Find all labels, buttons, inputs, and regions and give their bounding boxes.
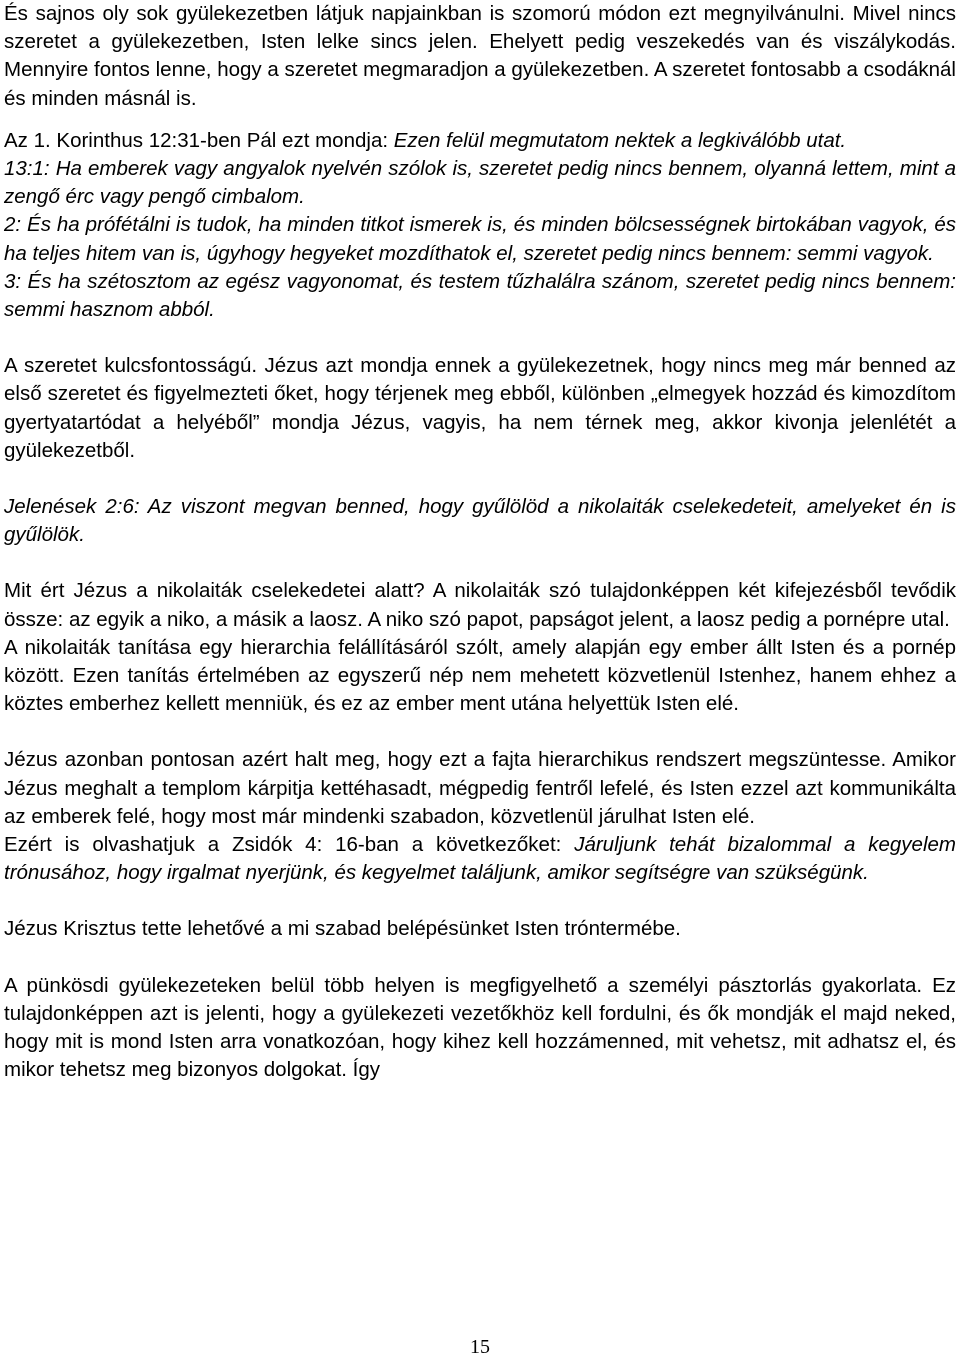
quote-hebrews-4-16: Járuljunk tehát bizalommal a kegyelem trónusához, hogy irgalmat nyerjünk, és kegyelmet találjunk, amikor segítségre van szükségünk. [4, 833, 956, 885]
spacer [4, 887, 956, 915]
paragraph-intro: És sajnos oly sok gyülekezetben látjuk napjainkban is szomorú módon ezt megnyilvánulni. Mivel nincs szeretet a gyülekezetben, Isten lelke sincs jelen. Ehelyett pedig veszekedés van és viszálykodás. Mennyire fontos lenne, hogy a szeretet megmaradjon a gyülekezetben. A szeretet fontosabb a csodáknál és minden másnál is. [4, 2, 956, 110]
spacer [4, 113, 956, 127]
paragraph-corinthians-intro [4, 127, 956, 155]
spacer [4, 549, 956, 577]
spacer [4, 944, 956, 972]
spacer [4, 465, 956, 493]
paragraph-hebrews-lead: Ezért is olvashatjuk a Zsidók 4: 16-ban a következőket: [4, 833, 575, 857]
page-number: 15 [470, 1336, 490, 1358]
document-body [4, 0, 956, 1085]
paragraph-jesus-died: Jézus azonban pontosan azért halt meg, hogy ezt a fajta hierarchikus rendszert megszüntesse. Amikor Jézus meghalt a templom kárpitja kettéhasadt, mégpedig fentről lefelé, és Isten ezzel azt kommunikálta az emberek felé, hogy most már mindenki szabadon, közvetlenül járulhat Isten elé. [4, 748, 956, 828]
spacer [4, 324, 956, 352]
quote-revelation-2-6: Jelenések 2:6: Az viszont megvan benned, hogy gyűlölöd a nikolaiták cselekedeteit, amelyeket én is gyűlölök. [4, 495, 956, 547]
quote-corinthians-13-2: 2: És ha prófétálni is tudok, ha minden titkot ismerek is, és minden bölcsességnek birtokában vagyok, és ha teljes hitem van is, úgyhogy hegyeket mozdíthatok el, szeretet pedig nincs bennem: semmi vagyok. [4, 213, 956, 265]
paragraph-pentecostal: A pünkösdi gyülekezeteken belül több helyen is megfigyelhető a személyi pásztorlás gyakorlata. Ez tulajdonképpen azt is jelenti, hogy a gyülekezeti vezetőkhöz kell fordulni, és ők mondják el majd neked, hogy mit is mond Isten arra vonatkozóan, hogy kihez kell hozzámenned, mit vehetsz, mit adhatsz el, és mikor tehetsz meg bizonyos dolgokat. Így [4, 973, 956, 1082]
paragraph-hebrews [4, 831, 956, 887]
paragraph-nicolaitans-meaning: Mit ért Jézus a nikolaiták cselekedetei alatt? A nikolaiták szó tulajdonképpen két kifejezésből tevődik össze: az egyik a niko, a másik a laosz. A niko szó papot, papságot jelent, a laosz pedig a pornépre utal. [4, 579, 956, 631]
paragraph-corinthians-lead: Az 1. Korinthus 12:31-ben Pál ezt mondja: [4, 128, 394, 152]
spacer [4, 718, 956, 746]
paragraph-nicolaitans-teaching: A nikolaiták tanítása egy hierarchia felállításáról szólt, amely alapján egy ember állt Isten és a pornép között. Ezen tanítás értelmében az egyszerű nép nem mehetett közvetlenül Istenhez, hanem ehhez a köztes emberhez kellett menniük, és ez az ember ment utána helyettük Isten elé. [4, 635, 956, 716]
quote-corinthians-13-1: 13:1: Ha emberek vagy angyalok nyelvén szólok is, szeretet pedig nincs bennem, olyanná lettem, mint a zengő érc vagy pengő cimbalom. [4, 157, 956, 209]
paragraph-love-key: A szeretet kulcsfontosságú. Jézus azt mondja ennek a gyülekezetnek, hogy nincs meg már benned az első szeretet és figyelmezteti őket, hogy térjenek meg ebből, különben „elmegyek hozzád és kimozdítom gyertyatartódat a helyéből” mondja Jézus, vagyis, ha nem térnek meg, akkor kivonja jelenlétét a gyülekezetből. [4, 354, 956, 462]
quote-corinthians-13-3: 3: És ha szétosztom az egész vagyonomat, és testem tűzhalálra szánom, szeretet pedig nincs bennem: semmi hasznom abból. [4, 269, 956, 322]
paragraph-free-access: Jézus Krisztus tette lehetővé a mi szabad belépésünket Isten tróntermébe. [4, 917, 681, 941]
quote-corinthians-12-31: Ezen felül megmutatom nektek a legkiválóbb utat. [393, 128, 847, 152]
